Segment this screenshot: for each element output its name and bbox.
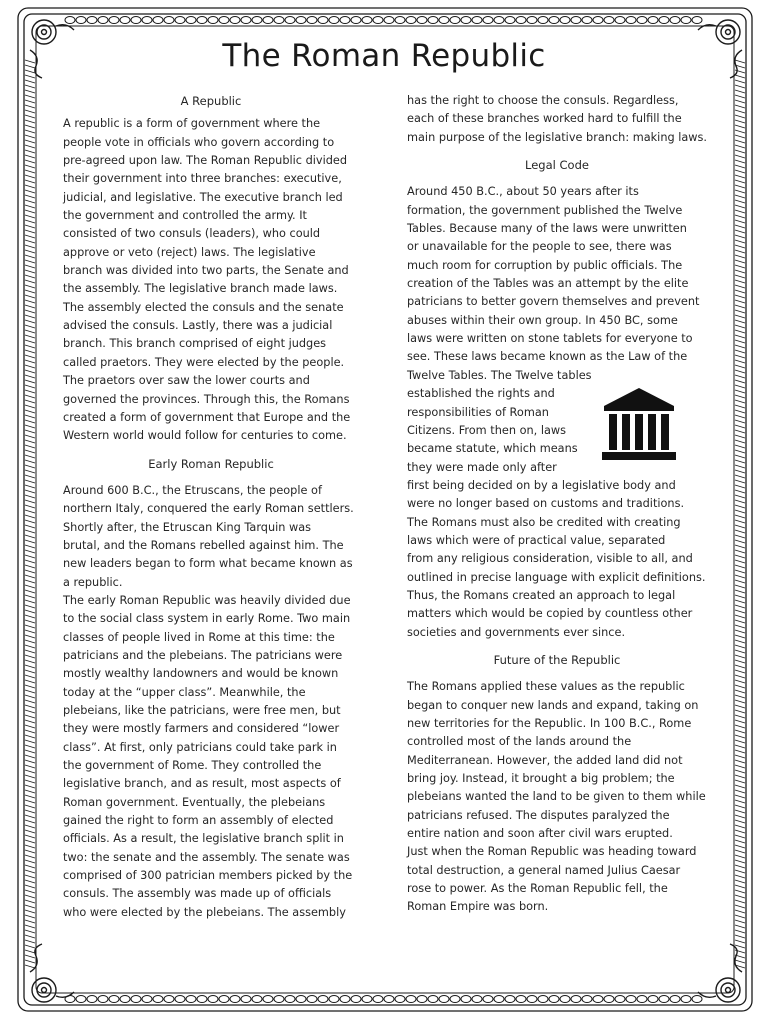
text-line: patricians and the plebeians. The patricians were [63, 648, 343, 662]
text-line: Mediterranean. However, the added land did not [407, 753, 683, 767]
text-line: laws which were of practical value, separated [407, 533, 666, 547]
text-line: new leaders began to form what became known as [63, 557, 353, 571]
text-line: consuls. The assembly was made up of officials [63, 887, 332, 901]
text-line: from any religious consideration, visible to all, and [407, 552, 693, 566]
text-line: Just when the Roman Republic was heading toward [407, 845, 697, 859]
text-line: much room for corruption by public officials. The [407, 258, 683, 272]
text-line: legislative branch, and as result, most aspects of [63, 777, 341, 791]
text-line: class”. At first, only patricians could take park in [63, 740, 337, 754]
text-line: judicial, and legislative. The executive branch led [63, 190, 343, 204]
text-line: main purpose of the legislative branch: making laws. [407, 130, 708, 144]
text-line: Western world would follow for centuries to come. [63, 429, 347, 443]
text-line: their government into three branches: executive, [63, 172, 342, 186]
text-line: creation of the Tables was an attempt by the elite [407, 277, 689, 291]
text-line: the assembly. The legislative branch made laws. [63, 282, 338, 296]
section-heading-legal-code: Legal Code [525, 158, 589, 173]
text-line: comprised of 300 patrician members picked by the [63, 869, 353, 883]
text-line: societies and governments ever since. [407, 625, 626, 639]
temple-icon [600, 386, 678, 464]
text-line: northern Italy, conquered the early Roman settlers. [63, 502, 354, 516]
text-line: total destruction, a general named Julius Caesar [407, 863, 681, 877]
text-line: who were elected by the plebeians. The assembly [63, 905, 346, 919]
text-line: Twelve Tables. The Twelve tables [407, 368, 592, 382]
text-line: Thus, the Romans created an approach to legal [407, 588, 676, 602]
text-line: patricians refused. The disputes paralyzed the [407, 808, 670, 822]
text-line: rose to power. As the Roman Republic fell, the [407, 882, 668, 896]
text-line: governed the provinces. Through this, the Romans [63, 392, 350, 406]
text-line: plebeians wanted the land to be given to them while [407, 790, 706, 804]
text-line: advised the consuls. Lastly, there was a judicial [63, 319, 333, 333]
text-line: formation, the government published the Twelve [407, 203, 683, 217]
text-line: The praetors over saw the lower courts and [63, 374, 310, 388]
text-line: see. These laws became known as the Law of the [407, 350, 688, 364]
text-line: Citizens. From then on, laws [407, 423, 567, 437]
text-line: mostly wealthy landowners and would be known [63, 667, 339, 681]
continuation-text [407, 92, 707, 147]
text-line: approve or veto (reject) laws. The legislative [63, 245, 316, 259]
text-line: classes of people lived in Rome at this time: the [63, 630, 335, 644]
text-line: were no longer based on customs and traditions. [407, 497, 685, 511]
text-line: A republic is a form of government where the [63, 117, 321, 131]
text-line: they were made only after [407, 460, 557, 474]
text-line: began to conquer new lands and expand, taking on [407, 698, 699, 712]
text-line: branch was divided into two parts, the Senate and [63, 264, 349, 278]
text-line: responsibilities of Roman [407, 405, 549, 419]
text-line: brutal, and the Romans rebelled against him. The [63, 538, 344, 552]
text-line: matters which would be copied by countless other [407, 607, 693, 621]
text-line: Roman government. Eventually, the plebeians [63, 795, 326, 809]
text-line: to the social class system in early Rome. Two main [63, 612, 351, 626]
text-line: each of these branches worked hard to fulfill the [407, 112, 682, 126]
text-line: outlined in precise language with explicit definitions. [407, 570, 706, 584]
text-line: two: the senate and the assembly. The senate was [63, 850, 350, 864]
text-line: entire nation and soon after civil wars erupted. [407, 827, 673, 841]
text-line: a republic. [63, 575, 123, 589]
left-column [63, 92, 359, 922]
text-line: Tables. Because many of the laws were unwritten [407, 222, 687, 236]
right-column [407, 92, 707, 917]
text-line: controlled most of the lands around the [407, 735, 632, 749]
text-line: officials. As a result, the legislative branch split in [63, 832, 344, 846]
text-line: has the right to choose the consuls. Regardless, [407, 94, 679, 107]
text-line: people vote in officials who govern according to [63, 135, 335, 149]
text-line: the government and controlled the army. It [63, 209, 307, 223]
text-line: The assembly elected the consuls and the senate [63, 300, 344, 314]
text-line: The Romans applied these values as the republic [407, 680, 685, 694]
text-line: gained the right to form an assembly of elected [63, 814, 334, 828]
text-line: consisted of two consuls (leaders), who could [63, 227, 321, 241]
text-line: the government of Rome. They controlled the [63, 759, 322, 773]
section-heading-early-roman-republic: Early Roman Republic [148, 456, 274, 471]
text-line: created a form of government that Europe and the [63, 410, 351, 424]
text-line: became statute, which means [407, 442, 578, 456]
section-body-early-roman-republic [63, 482, 359, 922]
text-line: pre-agreed upon law. The Roman Republic divided [63, 154, 348, 168]
text-line: Roman Empire was born. [407, 900, 549, 914]
text-line: abuses within their own group. In 450 BC, some [407, 313, 678, 327]
section-heading-future-of-the-republic: Future of the Republic [493, 652, 621, 667]
text-line: first being decided on by a legislative body and [407, 478, 676, 492]
text-line: laws were written on stone tablets for everyone to [407, 332, 693, 346]
text-line: today at the “upper class”. Meanwhile, the [63, 685, 306, 699]
text-line: they were mostly farmers and considered “lower [63, 722, 340, 736]
text-line: new territories for the Republic. In 100 B.C., Rome [407, 717, 692, 730]
section-heading-a-republic: A Republic [180, 94, 242, 108]
page-title: The Roman Republic [222, 38, 546, 74]
text-line: called praetors. They were elected by the people. [63, 355, 345, 369]
text-line: Around 450 B.C., about 50 years after its [407, 185, 639, 199]
text-line: Shortly after, the Etruscan King Tarquin was [63, 520, 312, 534]
text-line: branch. This branch comprised of eight judges [63, 337, 327, 351]
section-body-future-of-the-republic [407, 678, 707, 916]
text-line: bring joy. Instead, it brought a big problem; the [407, 772, 675, 786]
text-line: The Romans must also be credited with creating [407, 515, 681, 529]
text-line: patricians to better govern themselves and prevent [407, 295, 700, 309]
text-line: or unavailable for the people to see, there was [407, 240, 672, 254]
section-body-a-republic [63, 115, 359, 445]
text-line: plebeians, like the patricians, were free men, but [63, 704, 341, 717]
text-line: The early Roman Republic was heavily divided due [63, 593, 351, 607]
text-line: Around 600 B.C., the Etruscans, the people of [63, 483, 322, 497]
text-line: established the rights and [407, 387, 555, 401]
